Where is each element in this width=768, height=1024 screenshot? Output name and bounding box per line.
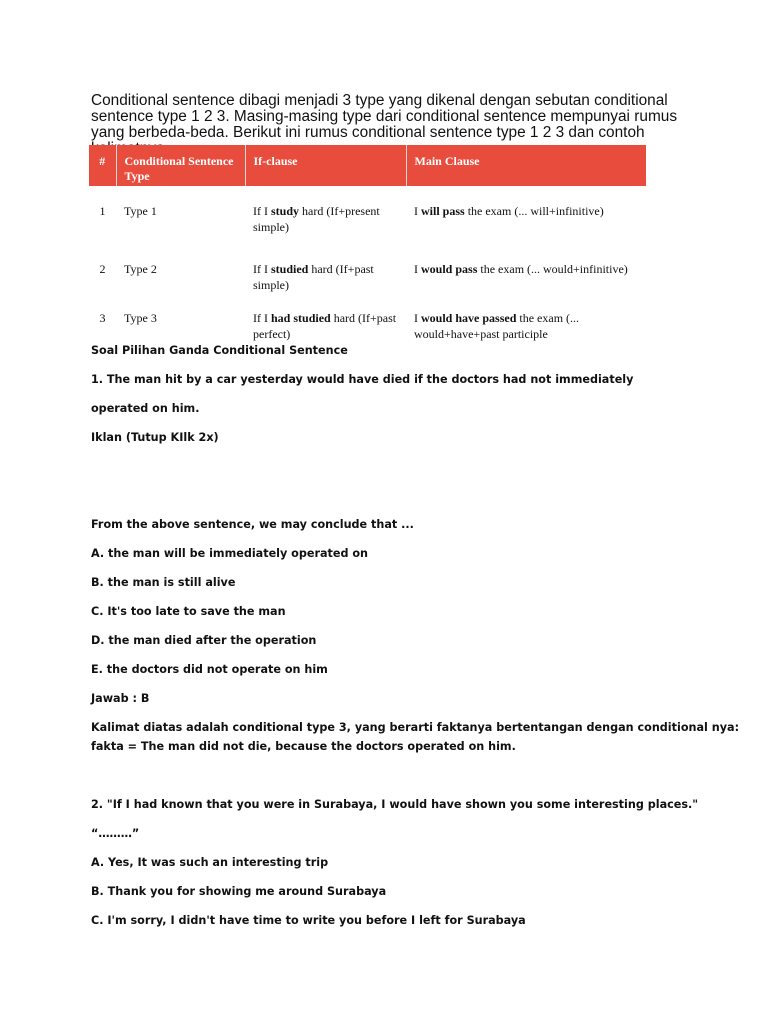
question-1-option-b: B. the man is still alive xyxy=(91,576,236,589)
section-title: Soal Pilihan Ganda Conditional Sentence xyxy=(91,344,348,357)
question-1-option-e: E. the doctors did not operate on him xyxy=(91,663,328,676)
row-number: 3 xyxy=(99,311,106,325)
question-2-reply: “………” xyxy=(91,827,140,840)
table-row xyxy=(89,261,646,310)
conditional-table xyxy=(89,145,646,359)
question-1-option-d: D. the man died after the operation xyxy=(91,634,317,647)
header-type: Conditional Sentence Type xyxy=(116,145,245,186)
question-1-explanation: Kalimat diatas adalah conditional type 3, yang berarti faktanya bertentangan dengan conditional nya: xyxy=(91,721,740,734)
question-1-answer: Jawab : B xyxy=(91,692,150,705)
row-main-clause: I will pass the exam (... will+infinitive) xyxy=(414,204,604,218)
row-number: 1 xyxy=(99,204,106,218)
row-if-clause: If I study hard (If+present simple) xyxy=(253,204,380,234)
question-2-text: 2. "If I had known that you were in Surabaya, I would have shown you some interesting places." xyxy=(91,798,699,811)
question-1-option-a: A. the man will be immediately operated on xyxy=(91,547,369,560)
question-1-prompt: From the above sentence, we may conclude that ... xyxy=(91,518,414,531)
question-2-option-b: B. Thank you for showing me around Surabaya xyxy=(91,885,387,898)
intro-paragraph: Conditional sentence dibagi menjadi 3 type yang dikenal dengan sebutan conditional sentence type 1 2 3. Masing-masing type dari conditional sentence mempunyai rumus yang berbeda-beda. Berikut ini rumus conditional sentence type 1 2 3 dan contoh xyxy=(91,92,678,141)
table-header-row xyxy=(89,145,646,186)
row-type: Type 1 xyxy=(124,204,157,218)
row-if-clause: If I studied hard (If+past simple) xyxy=(253,262,374,292)
row-if-clause: If I had studied hard (If+past perfect) xyxy=(253,311,397,341)
row-number: 2 xyxy=(99,262,106,276)
table-row xyxy=(89,186,646,261)
row-type: Type 2 xyxy=(124,262,157,276)
header-if-clause: If-clause xyxy=(245,145,406,186)
row-main-clause: I would pass the exam (... would+infinitive) xyxy=(414,262,628,276)
question-2-option-a: A. Yes, It was such an interesting trip xyxy=(91,856,329,869)
question-1-option-c: C. It's too late to save the man xyxy=(91,605,286,618)
question-1-text-cont: operated on him. xyxy=(91,402,200,415)
ad-notice: Iklan (Tutup KIlk 2x) xyxy=(91,431,219,444)
row-main-clause: I would have passed the exam (... would+have+past participle xyxy=(414,311,580,341)
question-2-option-c: C. I'm sorry, I didn't have time to write you before I left for Surabaya xyxy=(91,914,526,927)
question-1-text: 1. The man hit by a car yesterday would have died if the doctors had not immediately xyxy=(91,373,634,386)
header-main-clause: Main Clause xyxy=(406,145,646,186)
row-type: Type 3 xyxy=(124,311,157,325)
question-1-fact: fakta = The man did not die, because the doctors operated on him. xyxy=(91,740,516,753)
header-number: # xyxy=(89,145,116,186)
